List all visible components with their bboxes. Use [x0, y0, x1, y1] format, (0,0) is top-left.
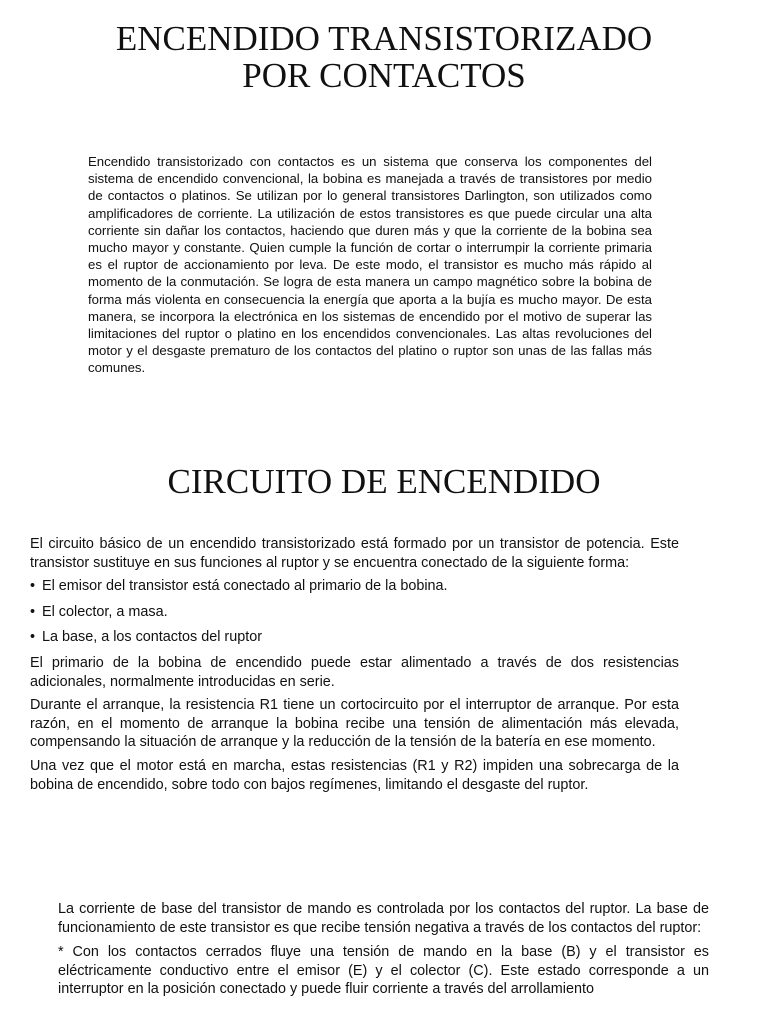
- page-title: ENCENDIDO TRANSISTORIZADO POR CONTACTOS: [115, 19, 653, 95]
- base-paragraph-1: La corriente de base del transistor de mando es controlada por los contactos del ruptor. La base de funcionamiento de este transistor es que recibe tensión negativa a través de los contactos del ruptor:: [58, 901, 709, 936]
- list-item-text: El emisor del transistor está conectado al primario de la bobina.: [42, 578, 448, 595]
- list-item: [30, 577, 679, 596]
- bullet-icon: •: [30, 603, 36, 620]
- circuit-paragraph-4: Una vez que el motor está en marcha, estas resistencias (R1 y R2) impiden una sobrecarga de la bobina de encendido, sobre todo con bajos regímenes, limitando el desgaste del ruptor.: [30, 757, 679, 793]
- circuit-section: [30, 535, 679, 799]
- bullet-icon: •: [30, 578, 36, 595]
- bullet-icon: •: [30, 629, 36, 646]
- base-paragraph-2: * Con los contactos cerrados fluye una tensión de mando en la base (B) y el transistor es eléctricamente conductivo entre el emisor (E) y el colector (C). Este estado corresponde a un interruptor en la posición conectado y puede fluir corriente a través del arrollamiento: [58, 944, 709, 998]
- list-item: [30, 628, 679, 647]
- list-item-text: El colector, a masa.: [42, 603, 168, 620]
- list-item: [30, 603, 679, 622]
- section-title: CIRCUITO DE ENCENDIDO: [167, 462, 601, 501]
- list-item-text: La base, a los contactos del ruptor: [42, 629, 262, 646]
- base-current-section: [58, 900, 709, 1005]
- circuit-paragraph-3: Durante el arranque, la resistencia R1 tiene un cortocircuito por el interruptor de arranque. Por esta razón, en el momento de arranque la bobina recibe una tensión de alimentación más elevada, compensando la situación de arranque y la reducción de la tensión de la batería en ese momento.: [30, 697, 679, 751]
- circuit-paragraph-1: El circuito básico de un encendido transistorizado está formado por un transistor de potencia. Este transistor sustituye en sus funciones al ruptor y se encuentra conectado de la siguiente forma:: [30, 536, 679, 571]
- circuit-paragraph-2: El primario de la bobina de encendido puede estar alimentado a través de dos resistencias adicionales, normalmente introducidas en serie.: [30, 654, 679, 690]
- intro-paragraph: Encendido transistorizado con contactos es un sistema que conserva los componentes del sistema de encendido convencional, la bobina es manejada a través de transistores por medio de contactos o platinos. Se utilizan por lo general transistores Darlington, son utilizados como amplificadores de corriente. La utilización de estos transistores es que puede circular una alta corriente sin dañar los contactos, haciendo que duren más y que la corriente de la bobina sea mucho mayor y constante. Quien cumple la función de cortar o interrumpir la corriente primaria es el ruptor de accionamiento por leva. De este modo, el transistor es mucho más rápido al momento de la conmutación. Se logra de esta manera un campo magnético sobre la bobina de forma más violenta en consecuencia la energía que aporta a la bujía es mucho mayor. De esta manera, se incorpora la electrónica en los sistemas de encendido por el motivo de superar las limitaciones del ruptor o platino en los encendidos convencionales. Las altas revoluciones del motor y el desgaste prematuro de los contactos del platino o ruptor son unas de las fallas más comunes.: [88, 154, 652, 376]
- connection-list: [30, 577, 679, 647]
